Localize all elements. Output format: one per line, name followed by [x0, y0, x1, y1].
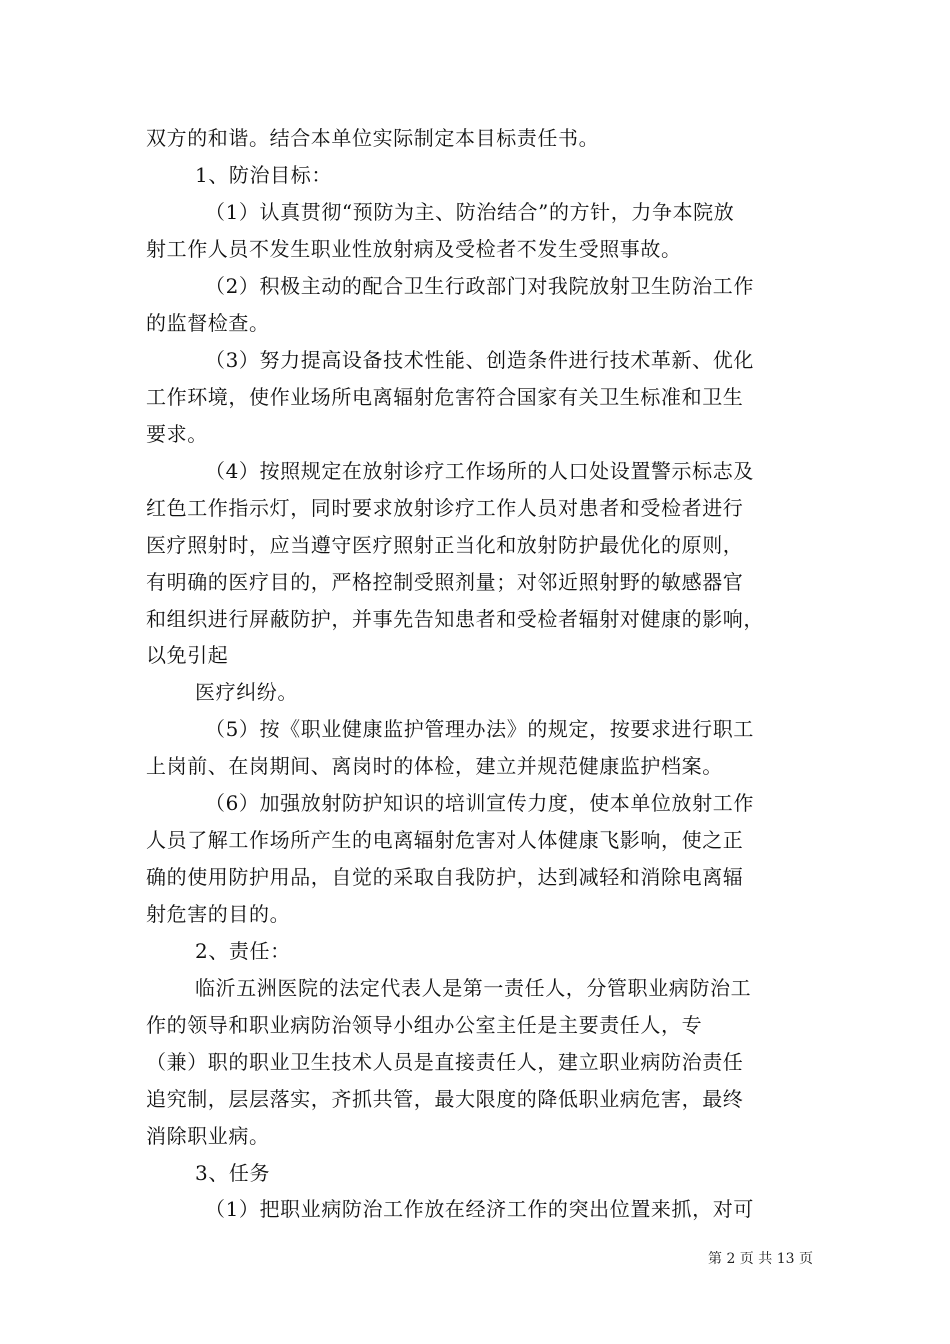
section-heading: 1、防治目标： [195, 163, 332, 187]
paragraph-line: 确的使用防护用品，自觉的采取自我防护，达到减轻和消除电离辐 [146, 865, 744, 889]
paragraph-line: （兼）职的职业卫生技术人员是直接责任人，建立职业病防治责任 [146, 1050, 744, 1074]
paragraph-line: 追究制，层层落实，齐抓共管，最大限度的降低职业病危害，最终 [146, 1087, 744, 1111]
paragraph-line: 作的领导和职业病防治领导小组办公室主任是主要责任人，专 [146, 1013, 703, 1037]
paragraph-line: （1）把职业病防治工作放在经济工作的突出位置来抓，对可 [205, 1197, 754, 1221]
paragraph-line: 工作环境，使作业场所电离辐射危害符合国家有关卫生标准和卫生 [146, 385, 744, 409]
paragraph-line: 射工作人员不发生职业性放射病及受检者不发生受照事故。 [146, 237, 682, 261]
paragraph-line: （6）加强放射防护知识的培训宣传力度，使本单位放射工作 [205, 791, 754, 815]
paragraph-line: 要求。 [146, 422, 208, 446]
paragraph-line: 有明确的医疗目的，严格控制受照剂量；对邻近照射野的敏感器官 [146, 570, 744, 594]
paragraph-line: 双方的和谐。结合本单位实际制定本目标责任书。 [146, 126, 600, 150]
section-heading: 3、任务 [195, 1161, 271, 1185]
paragraph-line: （3）努力提高设备技术性能、创造条件进行技术革新、优化 [205, 348, 754, 372]
paragraph-line: 消除职业病。 [146, 1124, 270, 1148]
paragraph-line: （2）积极主动的配合卫生行政部门对我院放射卫生防治工作 [205, 274, 754, 298]
paragraph-line: （5）按《职业健康监护管理办法》的规定，按要求进行职工 [205, 717, 754, 741]
paragraph-line: 医疗纠纷。 [195, 680, 298, 704]
paragraph-line: 上岗前、在岗期间、离岗时的体检，建立并规范健康监护档案。 [146, 754, 723, 778]
paragraph-line: 以免引起 [146, 643, 229, 667]
page-number: 第 2 页 共 13 页 [708, 1251, 813, 1267]
paragraph-line: （1）认真贯彻“预防为主、防治结合”的方针，力争本院放 [205, 200, 735, 224]
paragraph-line: 射危害的目的。 [146, 902, 291, 926]
paragraph-line: 和组织进行屏蔽防护，并事先告知患者和受检者辐射对健康的影响， [146, 607, 764, 631]
section-heading: 2、责任： [195, 939, 291, 963]
paragraph-line: 红色工作指示灯，同时要求放射诊疗工作人员对患者和受检者进行 [146, 496, 744, 520]
paragraph-line: 人员了解工作场所产生的电离辐射危害对人体健康飞影响，使之正 [146, 828, 744, 852]
paragraph-line: 临沂五洲医院的法定代表人是第一责任人，分管职业病防治工 [195, 976, 752, 1000]
paragraph-line: （4）按照规定在放射诊疗工作场所的人口处设置警示标志及 [205, 459, 754, 483]
paragraph-line: 的监督检查。 [146, 311, 270, 335]
paragraph-line: 医疗照射时，应当遵守医疗照射正当化和放射防护最优化的原则， [146, 533, 744, 557]
